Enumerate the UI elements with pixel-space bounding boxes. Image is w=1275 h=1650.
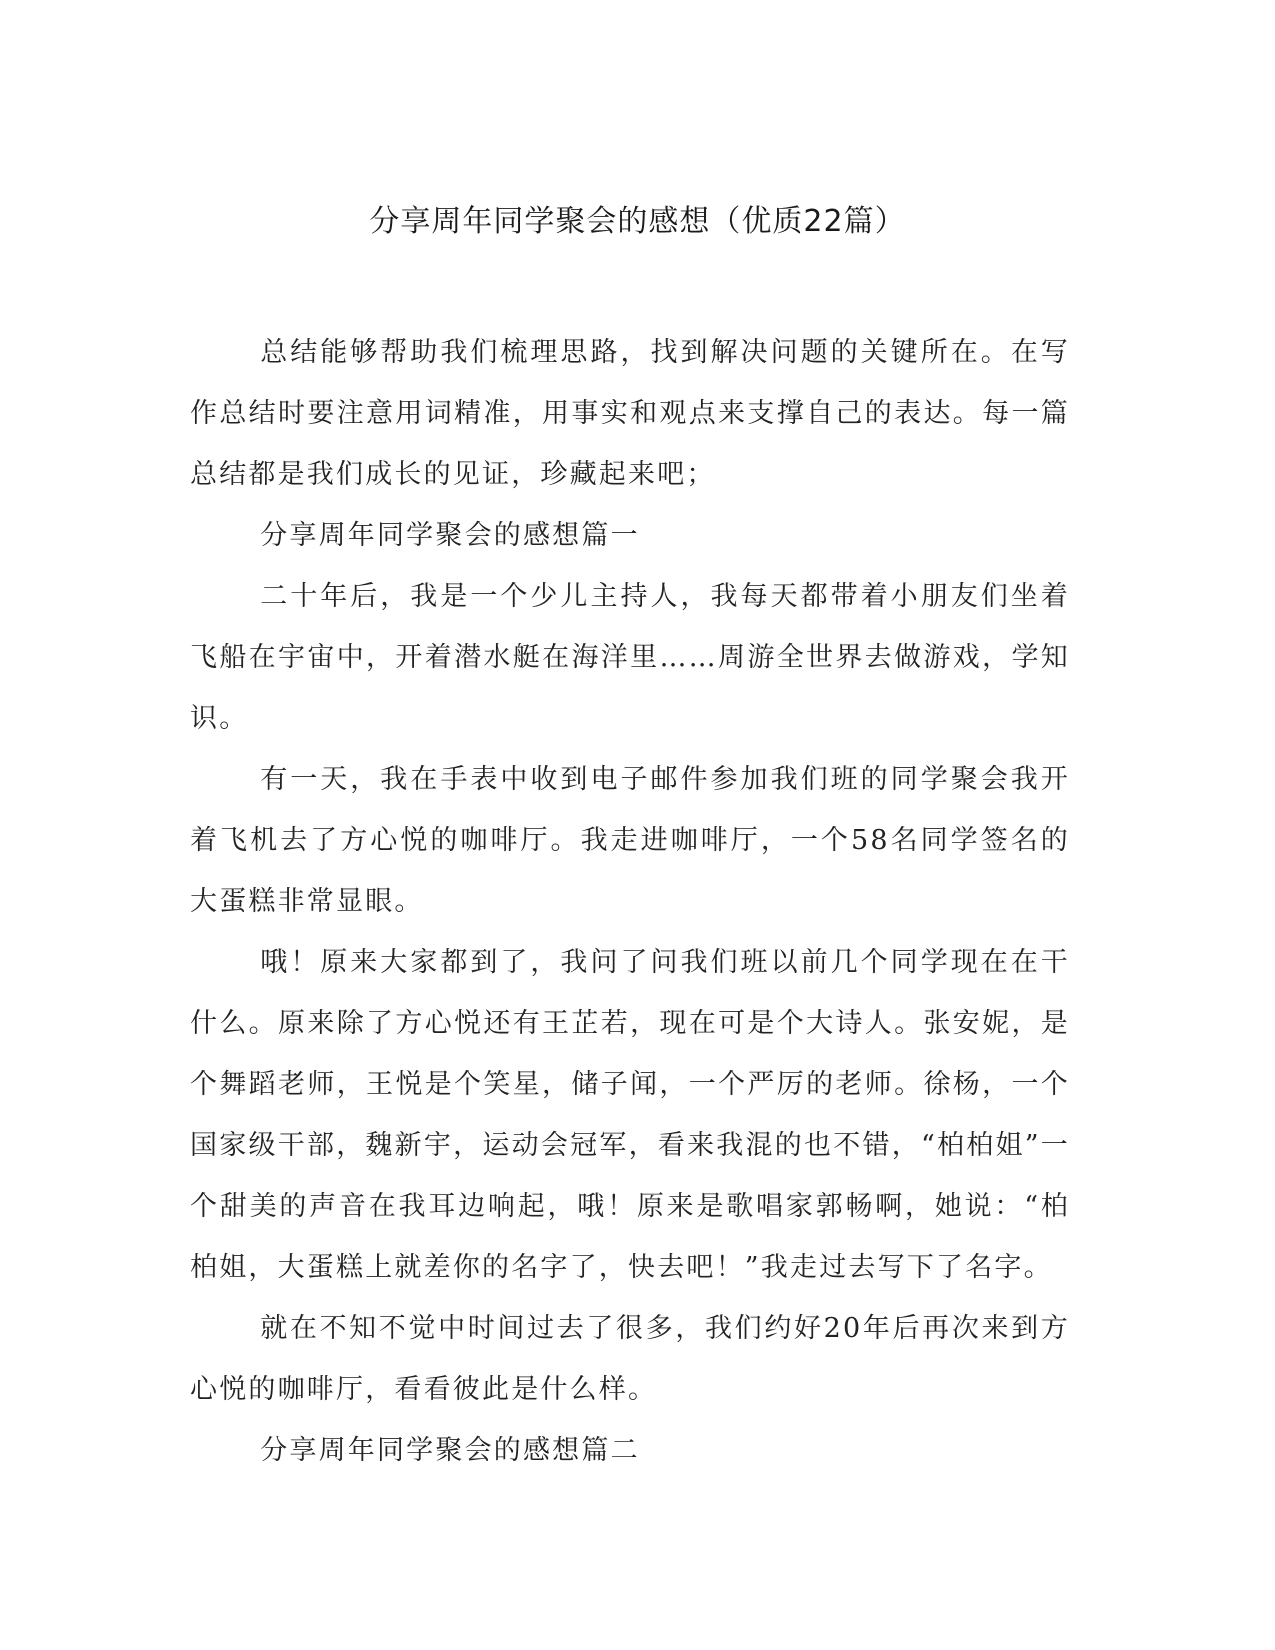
body-paragraph: 就在不知不觉中时间过去了很多，我们约好20年后再次来到方心悦的咖啡厅，看看彼此是什么样。	[190, 1313, 1070, 1405]
body-paragraph: 有一天，我在手表中收到电子邮件参加我们班的同学聚会我开着飞机去了方心悦的咖啡厅。我走进咖啡厅，一个58名同学签名的大蛋糕非常显眼。	[190, 764, 1070, 917]
document-title: 分享周年同学聚会的感想（优质22篇）	[369, 204, 906, 239]
body-paragraph: 二十年后，我是一个少儿主持人，我每天都带着小朋友们坐着飞船在宇宙中，开着潜水艇在海洋里……周游全世界去做游戏，学知识。	[190, 581, 1070, 734]
document-body	[190, 322, 1070, 1481]
section-heading-one: 分享周年同学聚会的感想篇一	[260, 520, 640, 551]
intro-paragraph: 总结能够帮助我们梳理思路，找到解决问题的关键所在。在写作总结时要注意用词精准，用事实和观点来支撑自己的表达。每一篇总结都是我们成长的见证，珍藏起来吧；	[190, 337, 1070, 490]
section-heading-two: 分享周年同学聚会的感想篇二	[260, 1435, 640, 1466]
body-paragraph: 哦！原来大家都到了，我问了问我们班以前几个同学现在在干什么。原来除了方心悦还有王芷若，现在可是个大诗人。张安妮，是个舞蹈老师，王悦是个笑星，储子闻，一个严厉的老师。徐杨，一个国家级干部，魏新宇，运动会冠军，看来我混的也不错，“柏柏姐”一个甜美的声音在我耳边响起，哦！原来是歌唱家郭畅啊，她说：“柏柏姐，大蛋糕上就差你的名字了，快去吧！”我走过去写下了名字。	[190, 947, 1070, 1283]
